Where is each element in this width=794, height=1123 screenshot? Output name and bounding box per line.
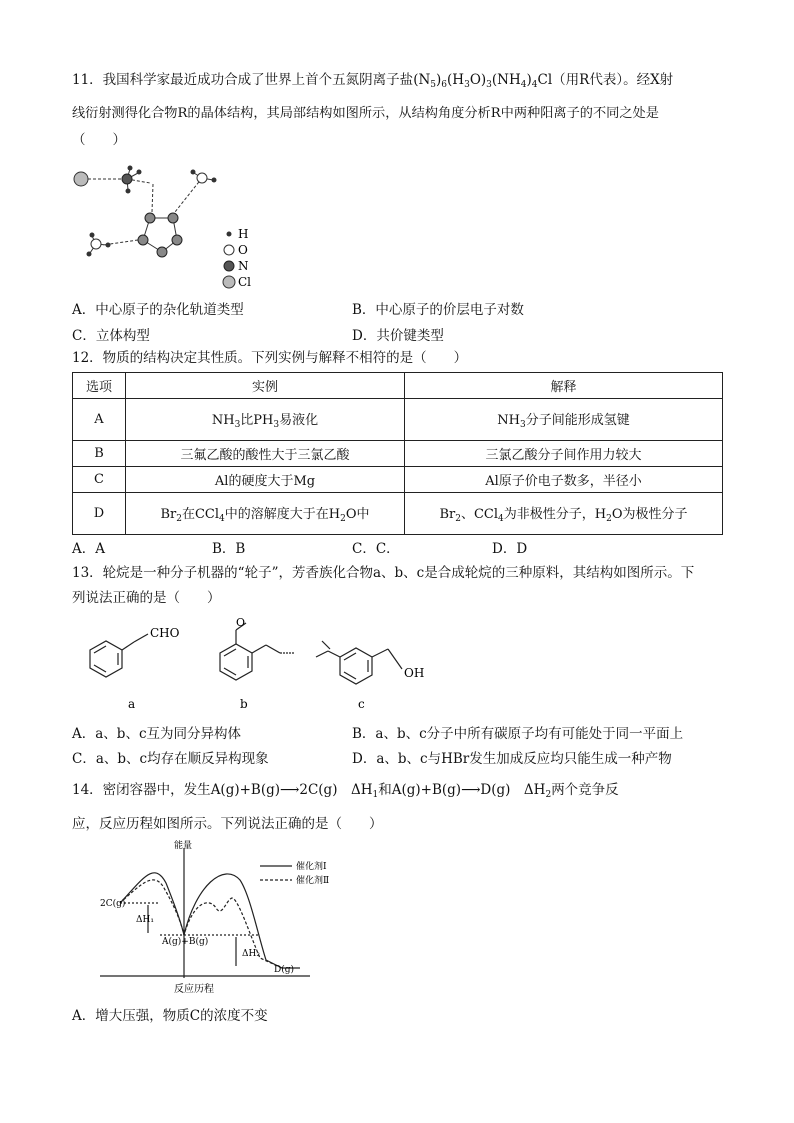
graph-label-ab: A(g)+B(g) [162, 937, 209, 947]
q11-crystal-structure-figure [70, 160, 270, 295]
label-c: c [358, 697, 365, 711]
q13-option-c: C．a、b、c均存在顺反异构现象 [72, 751, 269, 767]
q11-line2: 线衍射测得化合物R的晶体结构，其局部结构如图所示，从结构角度分析R中两种阳离子的不同之处是 [72, 106, 659, 121]
legend-o: O [238, 243, 248, 257]
label-cho: CHO [150, 626, 180, 640]
q12-option-d: D．D [492, 541, 528, 557]
q11-formula: $(N_5)_6(H_3O)_3(NH_4)_4Cl$ [413, 72, 553, 90]
label-o: O [236, 616, 246, 629]
header-option: 选项 [73, 373, 126, 399]
graph-label-2c: 2C(g) [100, 899, 126, 909]
table-row: B 三氟乙酸的酸性大于三氯乙酸 三氯乙酸分子间作用力较大 [73, 441, 723, 467]
legend-h: H [238, 227, 249, 241]
q14-option-a: A．增大压强，物质C的浓度不变 [72, 1008, 268, 1024]
q14-line1: 14．密闭容器中，发生A(g)+B(g)⟶2C(g) $\Delta H_1$和A(g)+B(g)⟶D(g) $\Delta H_2$两个竞争反 [72, 782, 619, 800]
q11-option-c: C．立体构型 [72, 328, 150, 344]
q12-option-c: C．C． [352, 541, 400, 557]
q12-option-b: B．B [212, 541, 246, 557]
table-row: D $Br_2$在CCl$_4$中的溶解度大于在$H_2O$中 $Br_2$、CCl$_4$为非极性分子，$H_2O$为极性分子 [73, 493, 723, 535]
q12-option-a: A．A [72, 541, 105, 557]
graph-legend1: 催化剂Ⅰ [296, 862, 327, 872]
graph-legend2: 催化剂Ⅱ [296, 876, 330, 886]
q11-option-d: D．共价键类型 [352, 328, 444, 344]
q13-option-a: A．a、b、c互为同分异构体 [72, 726, 242, 742]
graph-ylabel: 能量 [174, 841, 193, 851]
q14-energy-diagram [100, 840, 420, 1000]
table-row: A $NH_3$比$PH_3$易液化 $NH_3$分子间能形成氢键 [73, 399, 723, 441]
label-a: a [128, 697, 136, 711]
graph-label-d: D(g) [274, 965, 294, 975]
q13-option-d: D．a、b、c与HBr发生加成反应均只能生成一种产物 [352, 751, 672, 767]
q13-option-b: B．a、b、c分子中所有碳原子均有可能处于同一平面上 [352, 726, 684, 742]
q13-line1: 13．轮烷是一种分子机器的“轮子”，芳香族化合物a、b、c是合成轮烷的三种原料，其结构如图所示。下 [72, 565, 695, 581]
table-header-row [73, 373, 723, 399]
header-example: 实例 [126, 373, 405, 399]
q11-option-b: B．中心原子的价层电子对数 [352, 302, 524, 318]
table-row: C Al的硬度大于Mg Al原子价电子数多，半径小 [73, 467, 723, 493]
q12-stem: 12．物质的结构决定其性质。下列实例与解释不相符的是（ ） [72, 350, 468, 366]
label-oh: OH [404, 666, 425, 680]
q11-option-a: A．中心原子的杂化轨道类型 [72, 302, 244, 318]
q11-line1: 11．我国科学家最近成功合成了世界上首个五氮阴离子盐$(N_5)_6(H_3O)_3(NH_4)_4Cl$（用R代表）。经X射 [72, 72, 674, 90]
q12-table [72, 372, 723, 535]
q13-line2: 列说法正确的是（ ） [72, 590, 221, 606]
graph-xlabel: 反应历程 [174, 984, 214, 995]
legend-n: N [238, 259, 249, 273]
q14-line2: 应，反应历程如图所示。下列说法正确的是（ ） [72, 816, 383, 832]
graph-label-dh1: ΔH₁ [136, 915, 154, 925]
label-b: b [240, 697, 248, 711]
graph-label-dh2: ΔH₂ [242, 949, 260, 959]
header-explanation: 解释 [405, 373, 723, 399]
q13-structures-figure [70, 615, 450, 715]
q11-line3: （ ） [72, 132, 126, 148]
q14-equations: A(g)+B(g)⟶2C(g) $\Delta H_1$和A(g)+B(g)⟶D(g) $\Delta H_2$ [210, 782, 552, 800]
legend-cl: Cl [238, 275, 252, 289]
